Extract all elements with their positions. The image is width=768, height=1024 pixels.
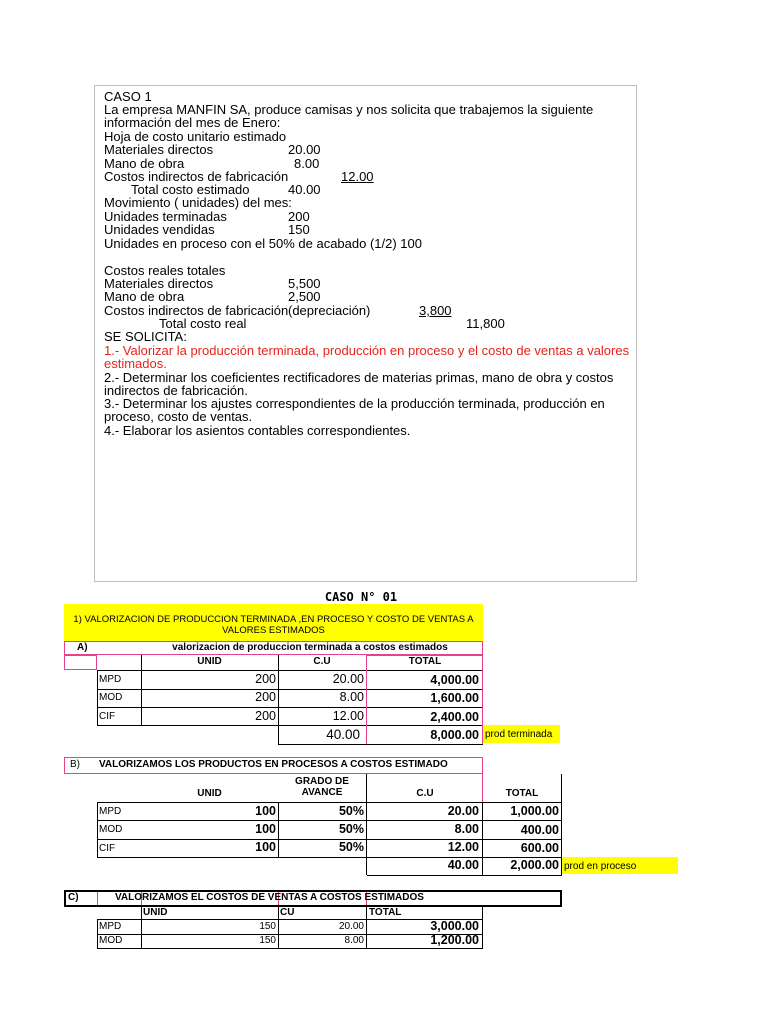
table-a-header: UNID [197,656,222,667]
est-value: 20.00 [288,142,321,157]
request-line: 1.- Valorizar la producción terminada, producción en proceso y el costo de ventas a valores [104,343,630,358]
real-value: 5,500 [288,276,321,291]
case-line: Unidades terminadas [104,209,227,224]
case-line: La empresa MANFIN SA, produce camisas y nos solicita que trabajemos la siguiente [104,102,594,117]
section-title: 1) VALORIZACION DE PRODUCCION TERMINADA ,EN PROCESO Y COSTO DE VENTAS A [73,614,474,625]
table-a-header: C.U [313,656,331,667]
est-value: 8.00 [294,156,320,171]
table-a-blank-cell [64,655,97,670]
case-line: Total costo estimado [131,182,250,197]
table-row: CIF [99,843,116,854]
case-line: Costos indirectos de fabricación [104,169,289,184]
case-line: Movimiento ( unidades) del mes: [104,195,292,210]
table-c-title: VALORIZAMOS EL COSTOS DE VENTAS A COSTOS ESTIMADOS [115,892,424,903]
request-line: indirectos de fabricación. [104,383,248,398]
table-a-header: TOTAL [408,656,442,667]
table-a-total: 8,000.00 [430,728,479,742]
table-c-header: CU [280,907,295,918]
request-line: proceso, costo de ventas. [104,409,253,424]
table-b-total: 2,000.00 [510,858,559,872]
case-line: SE SOLICITA: [104,329,187,344]
table-b-header: C.U [416,788,434,799]
table-a-title: valorizacion de produccion terminada a costos estimados [172,642,448,653]
table-row: MPD [99,806,122,817]
table-row: CIF [99,711,116,722]
real-value: 3,800 [419,303,452,318]
table-c-header: UNID [143,907,168,918]
request-line: 2.- Determinar los coeficientes rectificadores de materias primas, mano de obra y costos [104,370,614,385]
table-row: MOD [99,935,123,946]
table-c-label: C) [68,892,79,903]
table-a-note: prod terminada [483,725,560,743]
table-b-note: prod en proceso [562,857,678,874]
table-row: MOD [99,692,123,703]
request-line: 4.- Elaborar los asientos contables correspondientes. [104,423,411,438]
page-title: CASO N° 01 [324,590,398,604]
table-row: MOD [99,824,123,835]
case-line: Costos indirectos de fabricación [104,303,289,318]
case-line: Mano de obra [104,289,185,304]
table-b-title: VALORIZAMOS LOS PRODUCTOS EN PROCESOS A COSTOS ESTIMADO [99,759,448,770]
table-a-total-cu: 40.00 [326,727,360,742]
case-description-box [94,85,637,582]
table-b-header: AVANCE [301,787,343,798]
table-b-header: TOTAL [505,788,539,799]
request-line: estimados. [104,356,167,371]
table-c-header: TOTAL [369,907,402,918]
case-line: Materiales directos [104,142,214,157]
case-line: Costos reales totales [104,263,226,278]
est-value: 40.00 [288,182,321,197]
case-line: Mano de obra [104,156,185,171]
table-a-label: A) [77,642,88,653]
est-value: 12.00 [341,169,374,184]
table-b-header: UNID [197,788,222,799]
table-b-total-cu: 40.00 [447,858,479,872]
table-row: MPD [99,921,122,932]
mov-value: 200 [288,209,310,224]
case-line: Unidades en proceso con el 50% de acabado (1/2) 100 [104,236,422,251]
real-value: 11,800 [466,316,505,331]
table-row: MPD [99,674,122,685]
case-line: Unidades vendidas [104,222,215,237]
case-line: información del mes de Enero: [104,115,281,130]
case-line: Hoja de costo unitario estimado [104,129,287,144]
case-line: (depreciación) [288,303,371,318]
section-title: VALORES ESTIMADOS [222,625,325,636]
section-title-box [64,604,483,641]
case-line: Materiales directos [104,276,214,291]
request-line: 3.- Determinar los ajustes correspondientes de la producción terminada, producción en [104,396,605,411]
case-line: CASO 1 [104,89,152,104]
table-b-header: GRADO DE [295,776,349,787]
table-b-label: B) [70,759,80,770]
case-line: Total costo real [159,316,247,331]
mov-value: 150 [288,222,310,237]
real-value: 2,500 [288,289,321,304]
